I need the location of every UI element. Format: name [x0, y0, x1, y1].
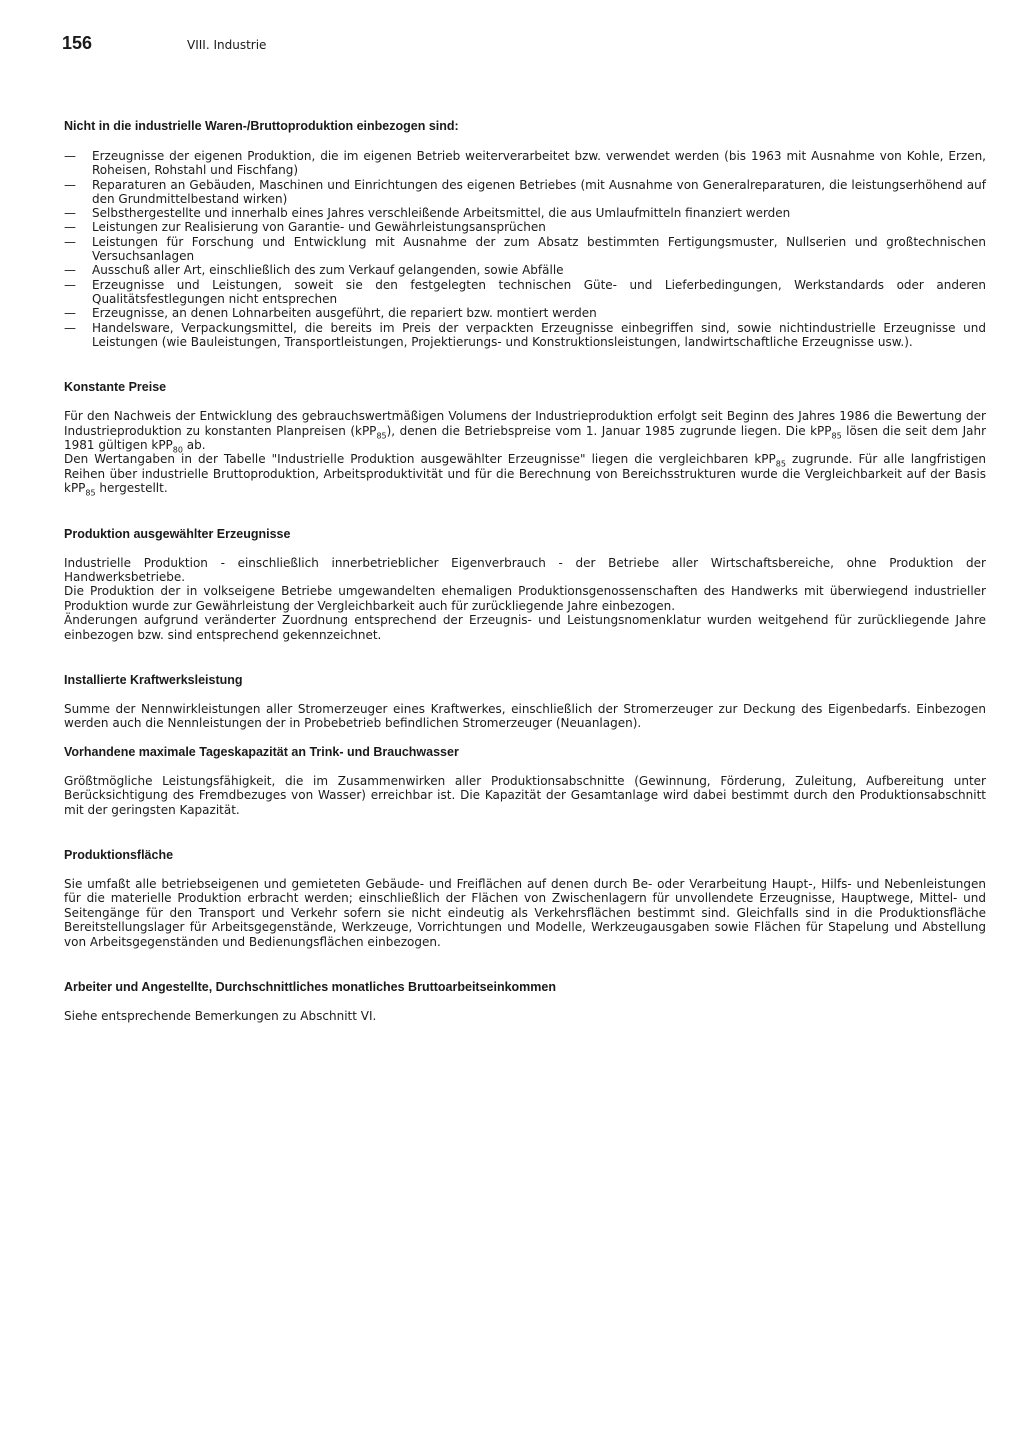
paragraph-selected-products-3: Änderungen aufgrund veränderter Zuordnung entsprechend der Erzeugnis- und Leistungsnomenklatur wurden weitgehend für zurückliegende Jahre einbezogen bzw. sind entsprechend gekennzeichnet.	[64, 613, 986, 642]
paragraph-production-area: Sie umfaßt alle betriebseigenen und gemieteten Gebäude- und Freiflächen auf denen durch Be- oder Verarbeitung Haupt-, Hilfs- und Nebenleistungen für die materielle Produktion erbracht werden; einschließlich der Flächen von Zwischenlagern für unvollendete Erzeugnisse, Hauptwege, Mittel- und Seitengänge für den Transport und Verkehr sofern sie nicht eindeutig als Verkehrsflächen bestimmt sind. Gleichfalls sind in die Produktionsfläche Bereitstellungslager für Arbeitsgegenstände, Werkzeuge, Vorrichtungen und Modelle, Werkzeugausgaben sowie Flächen für Stapelung und Abstellung von Arbeitsgegenständen und Bedienungsflächen einbezogen.	[64, 877, 986, 949]
dash-marker: —	[64, 177, 76, 192]
list-item: — Erzeugnisse der eigenen Produktion, die im eigenen Betrieb weiterverarbeitet bzw. verwendet werden (bis 1963 mit Ausnahme von Kohle, Erzen, Roheisen, Rohstahl und Fischfang)	[64, 149, 986, 178]
paragraph-selected-products-2: Die Produktion der in volkseigene Betriebe umgewandelten ehemaligen Produktionsgenossenschaften des Handwerks mit überwiegend industrieller Produktion wurde zur Gewährleistung der Vergleichbarkeit auch für zurückliegende Jahre einbezogen.	[64, 584, 986, 613]
list-item: — Handelsware, Verpackungsmittel, die bereits im Preis der verpackten Erzeugnisse einbegriffen sind, sowie nichtindustrielle Erzeugnisse und Leistungen (wie Bauleistungen, Transportleistungen, Projektierungs- und Konstruktionsleistungen, landwirtschaftliche Erzeugnisse usw.).	[64, 320, 986, 349]
list-item: — Reparaturen an Gebäuden, Maschinen und Einrichtungen des eigenen Betriebes (mit Ausnahme von Generalreparaturen, die leistungserhöhend auf den Grundmittelbestand wirken)	[64, 177, 986, 206]
heading-not-included: Nicht in die industrielle Waren-/Bruttoproduktion einbezogen sind:	[64, 119, 459, 133]
page-content	[64, 118, 986, 1024]
dash-marker: —	[64, 306, 76, 321]
list-item: — Leistungen zur Realisierung von Garantie- und Gewährleistungsansprüchen	[64, 220, 546, 235]
page-header	[62, 33, 266, 57]
heading-water-capacity: Vorhandene maximale Tageskapazität an Trink- und Brauchwasser	[64, 744, 459, 759]
paragraph-water-capacity: Größtmögliche Leistungsfähigkeit, die im Zusammenwirken aller Produktionsabschnitte (Gewinnung, Förderung, Zuleitung, Aufbereitung unter Berücksichtigung des Fremdbezuges von Wasser) erreichbar ist. Die Kapazität der Gesamtanlage wird dabei bestimmt durch den Produktionsabschnitt mit der geringsten Kapazität.	[64, 773, 986, 817]
dash-marker: —	[64, 320, 76, 335]
dash-marker: —	[64, 149, 76, 163]
paragraph-selected-products-1: Industrielle Produktion - einschließlich innerbetrieblicher Eigenverbrauch - der Betriebe aller Wirtschaftsbereiche, ohne Produktion der Handwerksbetriebe.	[64, 555, 986, 584]
dash-marker: —	[64, 277, 76, 292]
heading-production-area: Produktionsfläche	[64, 848, 174, 863]
chapter-title: VIII. Industrie	[187, 38, 267, 52]
dash-marker: —	[64, 206, 76, 221]
excluded-items-list	[64, 149, 986, 349]
list-item: — Erzeugnisse, an denen Lohnarbeiten ausgeführt, die repariert bzw. montiert werden	[64, 306, 597, 321]
dash-marker: —	[64, 220, 76, 235]
heading-selected-products: Produktion ausgewählter Erzeugnisse	[64, 526, 291, 541]
dash-marker: —	[64, 234, 76, 249]
list-item: — Ausschuß aller Art, einschließlich des zum Verkauf gelangenden, sowie Abfälle	[64, 263, 564, 278]
list-item: — Erzeugnisse und Leistungen, soweit sie den festgelegten technischen Güte- und Lieferbedingungen, Werkstandards oder anderen Qualitätsfestlegungen nicht entsprechen	[64, 277, 986, 306]
paragraph-constant-prices-1: Für den Nachweis der Entwicklung des gebrauchswertmäßigen Volumens der Industrieproduktion erfolgt seit Beginn des Jahres 1986 die Bewertung der Industrieproduktion zu konstanten Planpreisen (kPP$_{85}$), denen die Betriebspreise vom 1. Januar 1985 zugrunde liegen. Die kPP$_{85}$ lösen die seit dem Jahr 1981 gültigen kPP$_{80}$ ab.	[64, 409, 987, 455]
dash-marker: —	[64, 263, 76, 278]
list-item: — Leistungen für Forschung und Entwicklung mit Ausnahme der zum Absatz bestimmten Fertigungsmuster, Nullserien und großtechnischen Versuchsanlagen	[64, 234, 986, 264]
list-item: — Selbsthergestellte und innerhalb eines Jahres verschleißende Arbeitsmittel, die aus Umlaufmitteln finanziert werden	[64, 206, 791, 221]
heading-constant-prices: Konstante Preise	[64, 380, 167, 395]
page-number: 156	[62, 33, 93, 53]
paragraph-constant-prices-2: Den Wertangaben in der Tabelle "Industrielle Produktion ausgewählter Erzeugnisse" liegen die vergleichbaren kPP$_{85}$ zugrunde. Für alle langfristigen Reihen über industrielle Bruttoproduktion, Arbeitsproduktivität und für die Berechnung von Bereichsstrukturen wurde die Vergleichbarkeit auf der Basis kPP$_{85}$ hergestellt.	[64, 452, 986, 498]
heading-workers: Arbeiter und Angestellte, Durchschnittliches monatliches Bruttoarbeitseinkommen	[64, 980, 556, 995]
paragraph-workers: Siehe entsprechende Bemerkungen zu Abschnitt VI.	[64, 1009, 377, 1024]
paragraph-power-capacity: Summe der Nennwirkleistungen aller Stromerzeuger eines Kraftwerkes, einschließlich der Stromerzeuger zur Deckung des Eigenbedarfs. Einbezogen werden auch die Nennleistungen der in Probebetrieb befindlichen Stromerzeuger (Neuanlagen).	[64, 702, 986, 731]
heading-power-capacity: Installierte Kraftwerksleistung	[64, 673, 243, 688]
